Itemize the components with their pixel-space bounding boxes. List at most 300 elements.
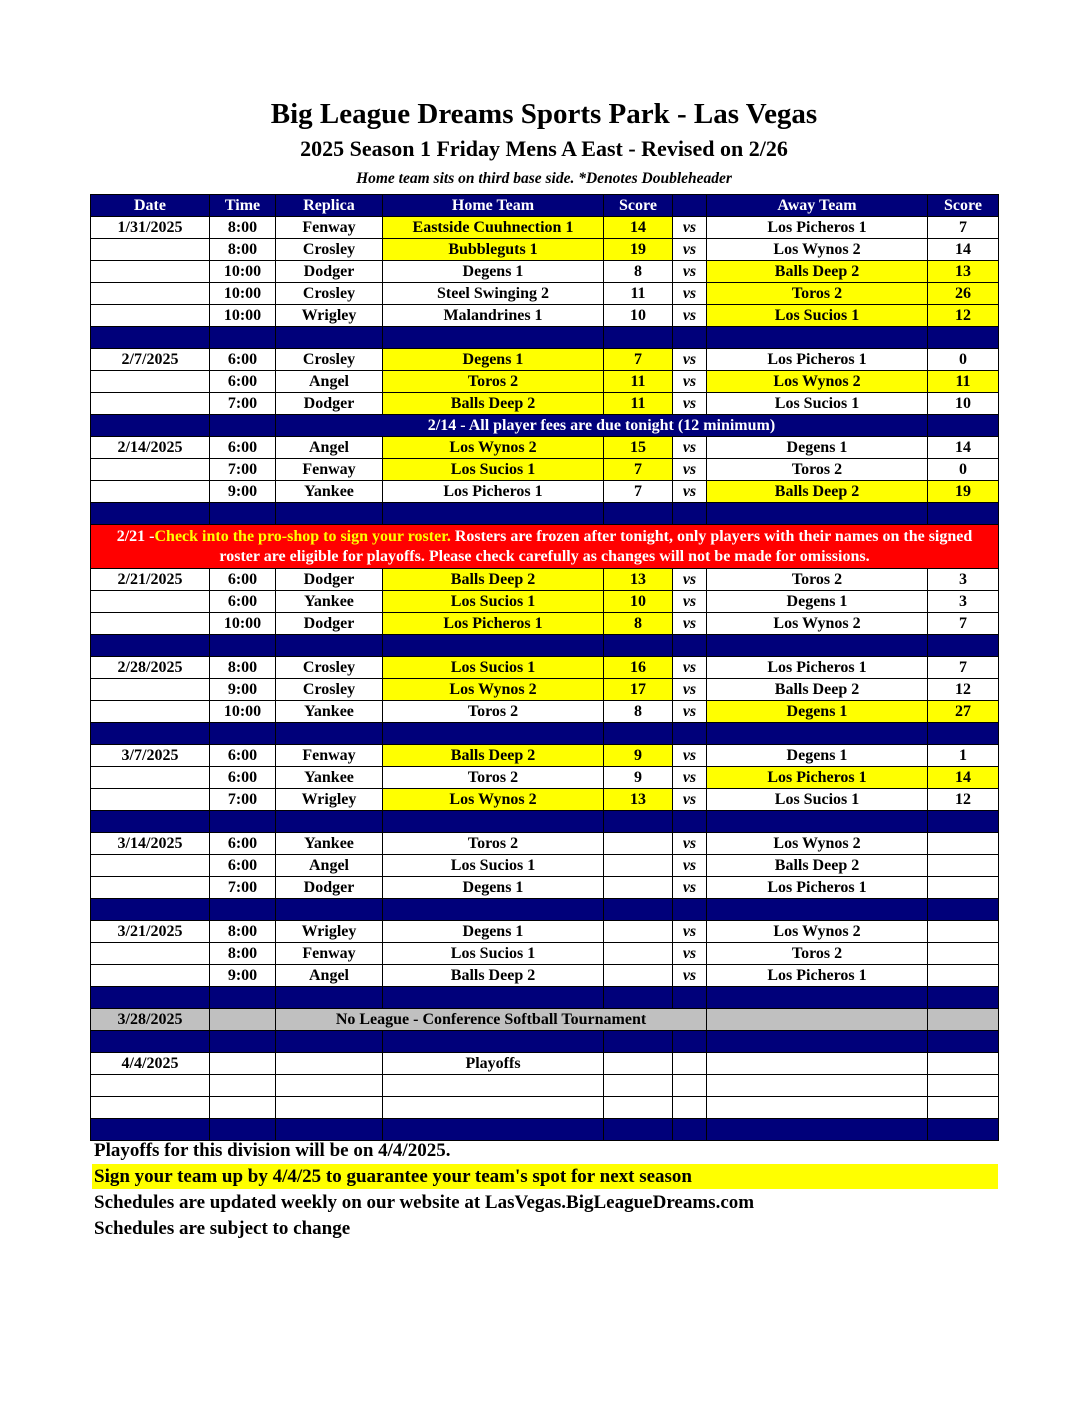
away-team-cell: Los Picheros 1 <box>707 349 928 371</box>
separator-cell <box>383 635 604 657</box>
vs-cell: vs <box>673 217 707 239</box>
away-score-cell <box>928 877 999 899</box>
vs-cell: vs <box>673 591 707 613</box>
date-cell: 1/31/2025 <box>91 217 210 239</box>
date-cell: 3/28/2025 <box>91 1009 210 1031</box>
separator-cell <box>928 327 999 349</box>
playoffs-text: Playoffs <box>383 1053 604 1075</box>
time-cell: 7:00 <box>210 459 276 481</box>
date-cell <box>91 481 210 503</box>
week-separator-row <box>91 1119 999 1141</box>
table-row <box>91 283 999 305</box>
separator-cell <box>928 723 999 745</box>
field-cell: Angel <box>276 965 383 987</box>
date-cell <box>91 371 210 393</box>
time-cell: 6:00 <box>210 855 276 877</box>
vs-cell: vs <box>673 921 707 943</box>
vs-cell: vs <box>673 877 707 899</box>
col-header-time: Time <box>210 195 276 217</box>
vs-cell: vs <box>673 789 707 811</box>
footer-signup-note: Sign your team up by 4/4/25 to guarantee your team's spot for next season <box>92 1164 998 1189</box>
field-cell: Fenway <box>276 459 383 481</box>
home-score-cell: 7 <box>604 349 673 371</box>
separator-cell <box>604 811 673 833</box>
empty-cell <box>210 1075 276 1097</box>
date-cell <box>91 679 210 701</box>
vs-cell: vs <box>673 943 707 965</box>
home-score-cell: 9 <box>604 767 673 789</box>
away-team-cell: Degens 1 <box>707 745 928 767</box>
separator-cell <box>928 1031 999 1053</box>
home-score-cell: 13 <box>604 789 673 811</box>
time-cell <box>210 1009 276 1031</box>
separator-cell <box>928 503 999 525</box>
page-subtitle: 2025 Season 1 Friday Mens A East - Revised on 2/26 <box>300 136 788 161</box>
vs-cell: vs <box>673 349 707 371</box>
empty-cell <box>91 1097 210 1119</box>
date-cell <box>91 283 210 305</box>
field-cell: Dodger <box>276 613 383 635</box>
separator-cell <box>604 899 673 921</box>
separator-cell <box>210 811 276 833</box>
week-separator-row <box>91 327 999 349</box>
home-team-cell: Los Picheros 1 <box>383 481 604 503</box>
col-header-vs <box>673 195 707 217</box>
separator-cell <box>604 1119 673 1141</box>
empty-cell <box>276 1075 383 1097</box>
separator-cell <box>210 503 276 525</box>
table-row <box>91 217 999 239</box>
separator-cell <box>707 635 928 657</box>
separator-cell <box>91 723 210 745</box>
empty-cell <box>707 1075 928 1097</box>
table-row <box>91 943 999 965</box>
home-score-cell: 8 <box>604 701 673 723</box>
roster-notice-text <box>91 525 999 569</box>
separator-cell <box>707 327 928 349</box>
away-team-cell: Balls Deep 2 <box>707 679 928 701</box>
date-cell: 4/4/2025 <box>91 1053 210 1075</box>
separator-cell <box>383 723 604 745</box>
field-cell: Yankee <box>276 833 383 855</box>
table-row <box>91 481 999 503</box>
field-cell: Crosley <box>276 657 383 679</box>
week-separator-row <box>91 635 999 657</box>
table-header-row <box>91 195 999 217</box>
date-cell <box>91 943 210 965</box>
table-row <box>91 393 999 415</box>
separator-cell <box>673 723 707 745</box>
time-cell: 10:00 <box>210 305 276 327</box>
away-team-cell <box>707 1053 928 1075</box>
home-team-cell: Los Wynos 2 <box>383 679 604 701</box>
home-team-cell: Toros 2 <box>383 701 604 723</box>
separator-cell <box>383 327 604 349</box>
away-score-cell: 0 <box>928 349 999 371</box>
field-cell: Crosley <box>276 239 383 261</box>
home-team-cell: Degens 1 <box>383 921 604 943</box>
empty-cell <box>383 1097 604 1119</box>
field-cell: Yankee <box>276 591 383 613</box>
home-score-cell: 19 <box>604 239 673 261</box>
field-cell: Dodger <box>276 569 383 591</box>
vs-cell: vs <box>673 569 707 591</box>
no-league-row <box>91 1009 999 1031</box>
time-cell: 9:00 <box>210 965 276 987</box>
vs-cell: vs <box>673 261 707 283</box>
time-cell: 10:00 <box>210 261 276 283</box>
away-score-cell <box>928 1009 999 1031</box>
time-cell: 10:00 <box>210 283 276 305</box>
fees-notice-row <box>91 415 999 437</box>
separator-cell <box>91 1119 210 1141</box>
empty-cell <box>91 1075 210 1097</box>
separator-cell <box>383 811 604 833</box>
separator-cell <box>91 1031 210 1053</box>
away-score-cell: 10 <box>928 393 999 415</box>
separator-cell <box>928 635 999 657</box>
home-team-cell: Balls Deep 2 <box>383 393 604 415</box>
field-cell: Crosley <box>276 283 383 305</box>
week-separator-row <box>91 723 999 745</box>
separator-cell <box>383 987 604 1009</box>
empty-cell <box>673 1097 707 1119</box>
separator-cell <box>91 503 210 525</box>
field-cell <box>276 1053 383 1075</box>
time-cell: 10:00 <box>210 701 276 723</box>
vs-cell: vs <box>673 239 707 261</box>
away-score-cell <box>928 855 999 877</box>
empty-cell <box>928 1097 999 1119</box>
home-score-cell: 16 <box>604 657 673 679</box>
away-score-cell <box>928 833 999 855</box>
date-cell <box>91 701 210 723</box>
empty-row <box>91 1075 999 1097</box>
separator-cell <box>604 635 673 657</box>
date-cell: 2/28/2025 <box>91 657 210 679</box>
footer-website-note: Schedules are updated weekly on our website at LasVegas.BigLeagueDreams.com <box>94 1192 755 1213</box>
away-score-cell: 14 <box>928 437 999 459</box>
separator-cell <box>673 635 707 657</box>
footer-playoffs-note: Playoffs for this division will be on 4/4/2025. <box>94 1140 451 1161</box>
time-cell: 8:00 <box>210 657 276 679</box>
away-score-cell: 7 <box>928 613 999 635</box>
empty-cell <box>604 1097 673 1119</box>
home-score-cell: 10 <box>604 591 673 613</box>
time-cell: 9:00 <box>210 679 276 701</box>
away-score-cell <box>928 965 999 987</box>
separator-cell <box>276 635 383 657</box>
away-team-cell: Los Picheros 1 <box>707 657 928 679</box>
table-row <box>91 613 999 635</box>
home-score-cell: 11 <box>604 283 673 305</box>
table-row <box>91 833 999 855</box>
separator-cell <box>276 1119 383 1141</box>
field-cell: Dodger <box>276 877 383 899</box>
week-separator-row <box>91 503 999 525</box>
table-row <box>91 371 999 393</box>
col-header-home-score: Score <box>604 195 673 217</box>
time-cell: 7:00 <box>210 877 276 899</box>
time-cell <box>210 1053 276 1075</box>
home-score-cell <box>604 877 673 899</box>
date-cell: 3/21/2025 <box>91 921 210 943</box>
separator-cell <box>707 503 928 525</box>
table-row <box>91 701 999 723</box>
empty-cell <box>673 1075 707 1097</box>
separator-cell <box>673 899 707 921</box>
home-team-cell: Toros 2 <box>383 767 604 789</box>
separator-cell <box>604 1031 673 1053</box>
home-team-cell: Balls Deep 2 <box>383 965 604 987</box>
date-cell <box>91 789 210 811</box>
table-row <box>91 789 999 811</box>
separator-cell <box>210 1031 276 1053</box>
field-cell: Wrigley <box>276 789 383 811</box>
vs-cell: vs <box>673 459 707 481</box>
separator-cell <box>276 987 383 1009</box>
home-score-cell: 7 <box>604 481 673 503</box>
separator-cell <box>210 635 276 657</box>
separator-cell <box>383 1031 604 1053</box>
time-cell: 6:00 <box>210 833 276 855</box>
table-row <box>91 877 999 899</box>
table-row <box>91 261 999 283</box>
date-cell <box>91 459 210 481</box>
separator-cell <box>210 1119 276 1141</box>
date-cell: 2/14/2025 <box>91 437 210 459</box>
table-row <box>91 745 999 767</box>
time-cell: 6:00 <box>210 371 276 393</box>
empty-cell <box>210 1097 276 1119</box>
date-cell <box>91 393 210 415</box>
separator-cell <box>673 1119 707 1141</box>
table-row <box>91 855 999 877</box>
separator-cell <box>383 1119 604 1141</box>
separator-cell <box>673 811 707 833</box>
away-team-cell: Balls Deep 2 <box>707 481 928 503</box>
time-cell: 8:00 <box>210 921 276 943</box>
separator-cell <box>210 899 276 921</box>
home-score-cell: 13 <box>604 569 673 591</box>
date-cell <box>91 855 210 877</box>
field-cell: Dodger <box>276 393 383 415</box>
home-team-cell: Los Wynos 2 <box>383 789 604 811</box>
time-cell: 6:00 <box>210 745 276 767</box>
field-cell: Crosley <box>276 679 383 701</box>
away-score-cell: 14 <box>928 239 999 261</box>
week-separator-row <box>91 899 999 921</box>
table-row <box>91 921 999 943</box>
away-team-cell: Los Picheros 1 <box>707 965 928 987</box>
empty-cell <box>383 1075 604 1097</box>
home-team-cell: Steel Swinging 2 <box>383 283 604 305</box>
time-cell: 6:00 <box>210 349 276 371</box>
date-cell: 2/7/2025 <box>91 349 210 371</box>
col-header-home-team: Home Team <box>383 195 604 217</box>
fees-notice-text: 2/14 - All player fees are due tonight (12 minimum) <box>276 415 928 437</box>
vs-cell: vs <box>673 701 707 723</box>
away-team-cell: Toros 2 <box>707 569 928 591</box>
away-team-cell: Toros 2 <box>707 943 928 965</box>
home-score-cell: 11 <box>604 393 673 415</box>
home-team-cell: Los Wynos 2 <box>383 437 604 459</box>
away-score-cell: 13 <box>928 261 999 283</box>
vs-cell: vs <box>673 657 707 679</box>
date-cell <box>91 613 210 635</box>
separator-cell <box>928 987 999 1009</box>
empty-cell <box>604 1075 673 1097</box>
table-row <box>91 305 999 327</box>
page-title: Big League Dreams Sports Park - Las Vegas <box>270 98 818 130</box>
away-team-cell: Toros 2 <box>707 283 928 305</box>
separator-cell <box>210 723 276 745</box>
away-score-cell: 1 <box>928 745 999 767</box>
vs-cell: vs <box>673 855 707 877</box>
away-team-cell: Los Picheros 1 <box>707 767 928 789</box>
home-score-cell <box>604 833 673 855</box>
schedule-table <box>90 194 999 1141</box>
table-row <box>91 679 999 701</box>
field-cell: Crosley <box>276 349 383 371</box>
separator-cell <box>276 811 383 833</box>
date-cell: 2/21/2025 <box>91 569 210 591</box>
no-league-text: No League - Conference Softball Tournament <box>276 1009 707 1031</box>
table-row <box>91 349 999 371</box>
home-score-cell <box>604 855 673 877</box>
home-team-cell: Los Sucios 1 <box>383 459 604 481</box>
separator-cell <box>91 987 210 1009</box>
away-score-cell: 0 <box>928 459 999 481</box>
home-team-cell: Degens 1 <box>383 261 604 283</box>
home-score-cell: 8 <box>604 261 673 283</box>
away-team-cell: Degens 1 <box>707 701 928 723</box>
home-score-cell: 17 <box>604 679 673 701</box>
time-cell: 10:00 <box>210 613 276 635</box>
col-header-away-team: Away Team <box>707 195 928 217</box>
separator-cell <box>673 1031 707 1053</box>
home-score-cell: 14 <box>604 217 673 239</box>
table-row <box>91 569 999 591</box>
separator-cell <box>673 327 707 349</box>
date-cell <box>91 877 210 899</box>
table-row <box>91 767 999 789</box>
separator-cell <box>91 899 210 921</box>
table-row <box>91 459 999 481</box>
away-score-cell: 12 <box>928 789 999 811</box>
vs-cell: vs <box>673 481 707 503</box>
away-score-cell: 7 <box>928 217 999 239</box>
vs-cell: vs <box>673 965 707 987</box>
time-cell: 8:00 <box>210 943 276 965</box>
time-cell: 6:00 <box>210 437 276 459</box>
field-cell: Fenway <box>276 217 383 239</box>
separator-cell <box>707 1031 928 1053</box>
separator-cell <box>604 503 673 525</box>
away-team-cell: Los Wynos 2 <box>707 371 928 393</box>
away-team-cell: Los Sucios 1 <box>707 789 928 811</box>
time-cell: 8:00 <box>210 217 276 239</box>
separator-cell <box>276 723 383 745</box>
vs-cell: vs <box>673 679 707 701</box>
away-score-cell: 27 <box>928 701 999 723</box>
home-team-cell: Los Sucios 1 <box>383 943 604 965</box>
schedule-note: Home team sits on third base side. *Denotes Doubleheader <box>356 170 732 187</box>
away-score-cell: 26 <box>928 283 999 305</box>
date-cell: 3/7/2025 <box>91 745 210 767</box>
home-team-cell: Los Sucios 1 <box>383 855 604 877</box>
home-team-cell: Bubbleguts 1 <box>383 239 604 261</box>
home-team-cell: Eastside Cuuhnection 1 <box>383 217 604 239</box>
week-separator-row <box>91 987 999 1009</box>
time-cell: 8:00 <box>210 239 276 261</box>
separator-cell <box>707 811 928 833</box>
notice-cell <box>91 415 210 437</box>
separator-cell <box>276 1031 383 1053</box>
home-team-cell: Los Sucios 1 <box>383 591 604 613</box>
field-cell: Dodger <box>276 261 383 283</box>
home-score-cell: 15 <box>604 437 673 459</box>
table-row <box>91 657 999 679</box>
table-row <box>91 437 999 459</box>
home-score-cell <box>604 943 673 965</box>
separator-cell <box>91 811 210 833</box>
separator-cell <box>707 1119 928 1141</box>
footer-change-note: Schedules are subject to change <box>94 1218 351 1239</box>
away-team-cell: Balls Deep 2 <box>707 855 928 877</box>
roster-notice-row <box>91 525 999 569</box>
table-row <box>91 239 999 261</box>
vs-cell: vs <box>673 283 707 305</box>
away-team-cell: Los Sucios 1 <box>707 305 928 327</box>
empty-cell <box>928 1075 999 1097</box>
away-score-cell: 3 <box>928 591 999 613</box>
table-row <box>91 965 999 987</box>
home-team-cell: Malandrines 1 <box>383 305 604 327</box>
separator-cell <box>210 987 276 1009</box>
separator-cell <box>276 899 383 921</box>
separator-cell <box>383 503 604 525</box>
separator-cell <box>673 503 707 525</box>
separator-cell <box>91 327 210 349</box>
field-cell: Angel <box>276 855 383 877</box>
separator-cell <box>673 987 707 1009</box>
field-cell: Angel <box>276 437 383 459</box>
separator-cell <box>91 635 210 657</box>
home-score-cell <box>604 1053 673 1075</box>
away-team-cell <box>707 1009 928 1031</box>
roster-notice-highlight: Check into the pro-shop to sign your roster. <box>154 527 451 545</box>
col-header-away-score: Score <box>928 195 999 217</box>
notice-cell <box>928 415 999 437</box>
away-score-cell: 14 <box>928 767 999 789</box>
away-score-cell: 11 <box>928 371 999 393</box>
empty-row <box>91 1097 999 1119</box>
time-cell: 7:00 <box>210 789 276 811</box>
week-separator-row <box>91 1031 999 1053</box>
playoffs-row <box>91 1053 999 1075</box>
away-team-cell: Degens 1 <box>707 437 928 459</box>
field-cell: Yankee <box>276 481 383 503</box>
roster-notice-date: 2/21 - <box>116 527 155 545</box>
home-team-cell: Toros 2 <box>383 371 604 393</box>
date-cell <box>91 591 210 613</box>
away-team-cell: Balls Deep 2 <box>707 261 928 283</box>
home-score-cell <box>604 965 673 987</box>
home-score-cell: 8 <box>604 613 673 635</box>
home-score-cell <box>604 921 673 943</box>
separator-cell <box>928 811 999 833</box>
